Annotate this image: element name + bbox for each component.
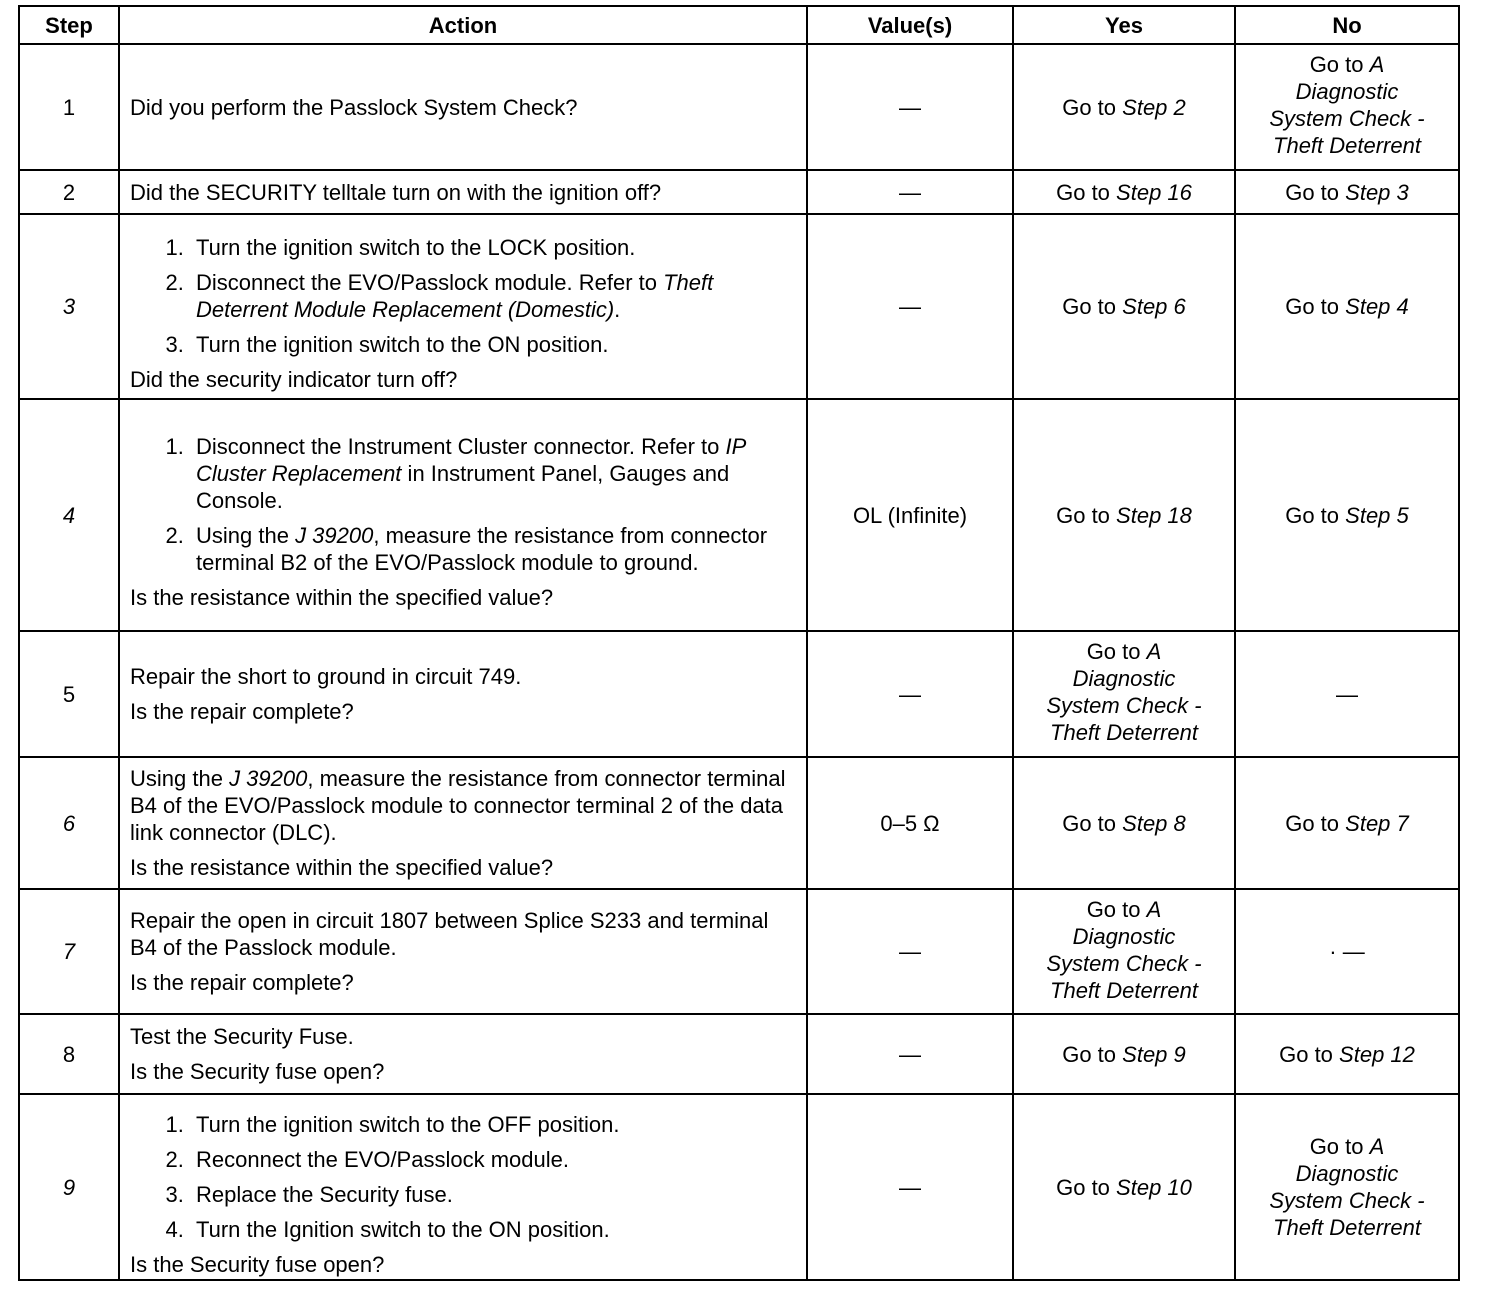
yes-cell[interactable]: Go to Step 10 — [1013, 1094, 1235, 1280]
value-cell — [807, 44, 1013, 170]
go-to-label: Go to — [1062, 94, 1117, 120]
no-cell[interactable] — [1235, 44, 1459, 170]
no-cell[interactable]: Go to Step 3 — [1235, 170, 1459, 214]
procedure-item: 2. Reconnect the EVO/Passlock module. — [190, 1146, 796, 1173]
action-question: Did the SECURITY telltale turn on with the ignition off? — [130, 179, 662, 205]
step-link[interactable]: Step 2 — [1122, 94, 1186, 120]
value-cell — [807, 1094, 1013, 1280]
empty-value: — — [899, 94, 921, 120]
yes-cell[interactable]: Go to Step 8 — [1013, 757, 1235, 889]
action-cell — [119, 170, 807, 214]
tool-reference: J 39200 — [295, 523, 374, 548]
procedure-list — [130, 433, 796, 576]
no-cell[interactable] — [1235, 1094, 1459, 1280]
action-question: Is the repair complete? — [130, 699, 354, 724]
action-cell — [119, 1094, 807, 1280]
diag-link-line[interactable]: System Check - — [1269, 1188, 1425, 1213]
empty-value: — — [899, 1041, 921, 1067]
procedure-list — [130, 234, 796, 358]
procedure-list — [130, 1111, 796, 1243]
step-number: 4 — [19, 399, 119, 631]
action-cell — [119, 214, 807, 399]
step-link[interactable]: Step 12 — [1339, 1041, 1415, 1067]
procedure-item: 2. Using the J 39200, measure the resistance from connector terminal B2 of the EVO/Passlock module to ground. — [190, 522, 796, 576]
step-link[interactable]: Step 4 — [1345, 294, 1409, 319]
step-number: 2 — [19, 170, 119, 214]
yes-cell[interactable]: Go to Step 16 — [1013, 170, 1235, 214]
procedure-item: 4. Turn the Ignition switch to the ON position. — [190, 1216, 796, 1243]
header-yes: Yes — [1013, 6, 1235, 44]
yes-cell[interactable]: Go to Step 6 — [1013, 214, 1235, 399]
step-number: 3 — [19, 214, 119, 399]
step-link[interactable]: Step 6 — [1122, 294, 1186, 319]
header-row — [19, 6, 1459, 44]
tool-reference: J 39200 — [229, 766, 308, 791]
value-cell: 0–5 Ω — [807, 757, 1013, 889]
diag-link-line[interactable]: System Check - — [1269, 106, 1425, 131]
header-no: No — [1235, 6, 1459, 44]
diag-link-line[interactable]: Diagnostic — [1295, 79, 1399, 104]
procedure-item: 1. Turn the ignition switch to the OFF position. — [190, 1111, 796, 1138]
table-row — [19, 399, 1459, 631]
action-text: Repair the open in circuit 1807 between Splice S233 and terminal B4 of the Passlock module. — [130, 908, 769, 960]
yes-cell[interactable] — [1013, 631, 1235, 757]
table-row — [19, 170, 1459, 214]
diagnostic-table — [18, 5, 1460, 1281]
step-number: 6 — [19, 757, 119, 889]
table-row — [19, 44, 1459, 170]
diag-link-line[interactable]: System Check - — [1046, 951, 1202, 976]
diag-link-line[interactable]: Diagnostic — [1295, 1161, 1399, 1186]
empty-value: — — [899, 1174, 921, 1200]
yes-cell[interactable] — [1013, 44, 1235, 170]
value-cell — [807, 170, 1013, 214]
reference-link[interactable]: IP Cluster Replacement — [196, 434, 746, 486]
step-link[interactable]: Step 7 — [1345, 810, 1409, 836]
no-cell[interactable]: Go to Step 12 — [1235, 1014, 1459, 1094]
action-question: Is the Security fuse open? — [130, 1251, 385, 1277]
action-cell — [119, 44, 807, 170]
empty-value: — — [899, 179, 921, 205]
value-cell — [807, 631, 1013, 757]
diag-link-line[interactable]: Go to A — [1309, 1134, 1385, 1159]
empty-value: — — [899, 939, 921, 964]
procedure-item: 1. Turn the ignition switch to the LOCK position. — [190, 234, 796, 261]
step-link[interactable]: Step 16 — [1116, 179, 1192, 205]
diag-link-line[interactable]: Go to A — [1309, 52, 1385, 77]
action-question: Is the repair complete? — [130, 970, 354, 995]
action-cell — [119, 757, 807, 889]
value-cell: OL (Infinite) — [807, 399, 1013, 631]
diag-link-line[interactable]: System Check - — [1046, 693, 1202, 718]
diag-link-line[interactable]: Theft Deterrent — [1050, 978, 1198, 1003]
step-link[interactable]: Step 10 — [1116, 1174, 1192, 1200]
yes-cell[interactable]: Go to Step 18 — [1013, 399, 1235, 631]
action-text: Test the Security Fuse. — [130, 1024, 354, 1049]
diag-link-line[interactable]: Diagnostic — [1072, 924, 1176, 949]
step-link[interactable]: Step 18 — [1116, 502, 1192, 528]
table-row — [19, 757, 1459, 889]
table-row — [19, 889, 1459, 1014]
value-cell — [807, 889, 1013, 1014]
header-value: Value(s) — [807, 6, 1013, 44]
action-cell — [119, 1014, 807, 1094]
procedure-item: 3. Replace the Security fuse. — [190, 1181, 796, 1208]
procedure-item: 2. Disconnect the EVO/Passlock module. Refer to Theft Deterrent Module Replacement (Domestic). — [190, 269, 796, 323]
action-cell — [119, 631, 807, 757]
value-cell — [807, 214, 1013, 399]
table-row — [19, 1094, 1459, 1280]
diag-link-line[interactable]: Theft Deterrent — [1273, 133, 1421, 158]
procedure-item: 3. Turn the ignition switch to the ON position. — [190, 331, 796, 358]
step-number: 5 — [19, 631, 119, 757]
yes-cell[interactable] — [1013, 889, 1235, 1014]
step-link[interactable]: Step 3 — [1345, 179, 1409, 205]
value-cell — [807, 1014, 1013, 1094]
action-question: Is the Security fuse open? — [130, 1059, 385, 1084]
step-link[interactable]: Step 5 — [1345, 502, 1409, 528]
action-text: Repair the short to ground in circuit 749. — [130, 664, 522, 689]
diag-link-line[interactable]: Diagnostic — [1072, 666, 1176, 691]
no-cell — [1235, 631, 1459, 757]
table-row — [19, 631, 1459, 757]
no-cell[interactable]: Go to Step 7 — [1235, 757, 1459, 889]
no-cell[interactable]: Go to Step 5 — [1235, 399, 1459, 631]
table-row — [19, 214, 1459, 399]
action-question: Did the security indicator turn off? — [130, 367, 458, 392]
diag-link-line[interactable]: Go to A — [1086, 897, 1162, 922]
header-action: Action — [119, 6, 807, 44]
procedure-item: 1. Disconnect the Instrument Cluster connector. Refer to IP Cluster Replacement in Instrument Panel, Gauges and Console. — [190, 433, 796, 514]
yes-cell[interactable]: Go to Step 9 — [1013, 1014, 1235, 1094]
action-question: Is the resistance within the specified value? — [130, 855, 554, 880]
action-question: Is the resistance within the specified value? — [130, 585, 554, 610]
step-link[interactable]: Step 8 — [1122, 810, 1186, 836]
step-number: 1 — [19, 44, 119, 170]
diag-link-line[interactable]: Go to A — [1086, 639, 1162, 664]
table-row — [19, 1014, 1459, 1094]
action-cell — [119, 889, 807, 1014]
reference-link[interactable]: Theft Deterrent Module Replacement (Domestic) — [196, 270, 714, 322]
header-step: Step — [19, 6, 119, 44]
action-cell — [119, 399, 807, 631]
empty-value: — — [899, 294, 921, 319]
diag-link-line[interactable]: Theft Deterrent — [1050, 720, 1198, 745]
no-cell: · — — [1235, 889, 1459, 1014]
step-number: 9 — [19, 1094, 119, 1280]
action-text: Using the J 39200, measure the resistance from connector terminal B4 of the EVO/Passlock module to connector terminal 2 of the data link connector (DLC). — [130, 766, 786, 845]
no-cell[interactable]: Go to Step 4 — [1235, 214, 1459, 399]
empty-value: — — [899, 681, 921, 707]
step-link[interactable]: Step 9 — [1122, 1041, 1186, 1067]
action-question: Did you perform the Passlock System Check? — [130, 94, 578, 120]
step-number: 8 — [19, 1014, 119, 1094]
diag-link-line[interactable]: Theft Deterrent — [1273, 1215, 1421, 1240]
step-number: 7 — [19, 889, 119, 1014]
empty-value: — — [1336, 681, 1358, 707]
